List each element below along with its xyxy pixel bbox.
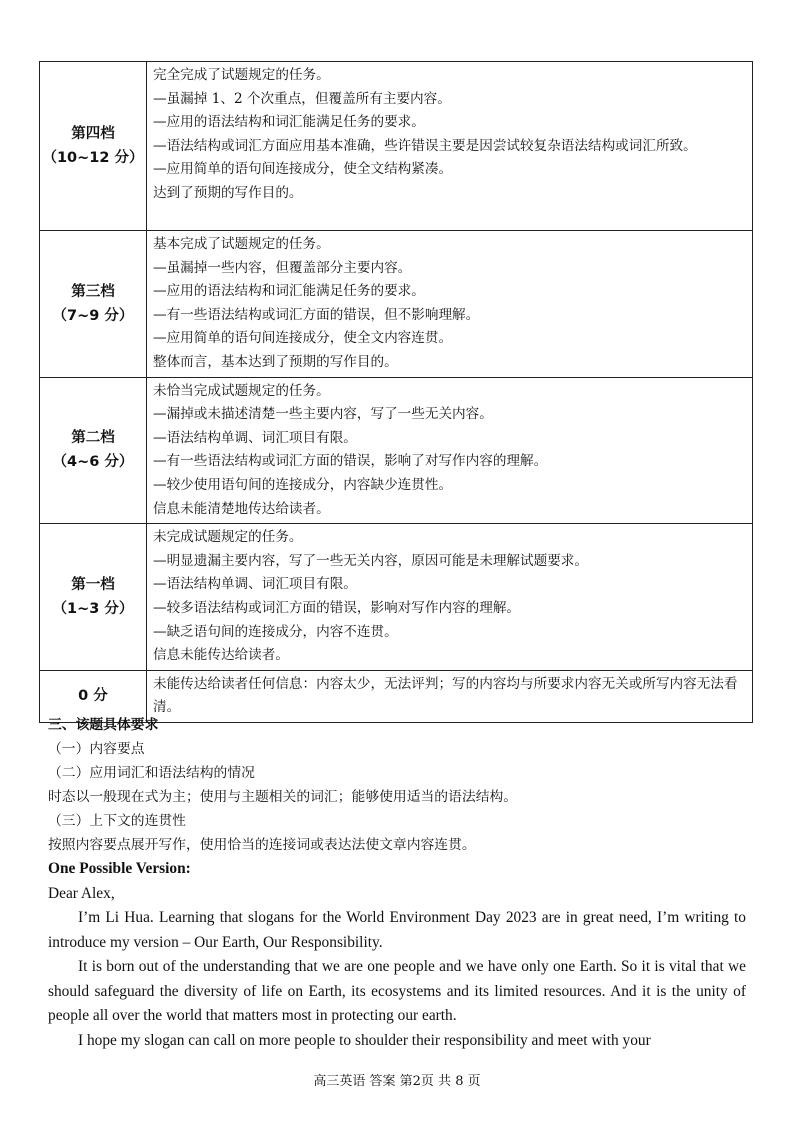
band-description	[147, 62, 753, 231]
criterion-line: —明显遗漏主要内容，写了一些无关内容，原因可能是未理解试题要求。	[153, 552, 588, 569]
criterion-line: —有一些语法结构或词汇方面的错误，影响了对写作内容的理解。	[153, 453, 548, 470]
band-label	[40, 231, 147, 378]
criterion-line: —应用简单的语句间连接成分，使全文内容连贯。	[153, 330, 453, 347]
criterion-line: —应用简单的语句间连接成分，使全文结构紧凑。	[153, 161, 453, 178]
band-score: （10~12 分）	[42, 150, 144, 166]
criterion-line: 未恰当完成试题规定的任务。	[153, 382, 330, 399]
band-name: 第四档	[71, 126, 115, 142]
criterion-line: —应用的语法结构和词汇能满足任务的要求。	[153, 114, 425, 131]
criterion-line: —语法结构单调、词汇项目有限。	[153, 576, 357, 593]
criterion-line: —有一些语法结构或词汇方面的错误，但不影响理解。	[153, 306, 480, 323]
band-score: （1~3 分）	[52, 600, 134, 617]
criterion-line: 完全完成了试题规定的任务。	[153, 67, 330, 83]
requirement-item: （一）内容要点	[48, 741, 145, 757]
criterion-line: 信息未能清楚地传达给读者。	[153, 500, 330, 517]
rubric-row-band-4	[40, 62, 753, 231]
rubric-row-band-1	[40, 524, 753, 671]
requirement-item: 按照内容要点展开写作，使用恰当的连接词或表达法使文章内容连贯。	[48, 837, 476, 853]
criterion-line: —语法结构或词汇方面应用基本准确，些许错误主要是因尝试较复杂语法结构或词汇所致。	[153, 137, 697, 154]
requirement-item: （三）上下文的连贯性	[48, 813, 186, 829]
essay-paragraph: I’m Li Hua. Learning that slogans for the World Environment Day 2023 are in great need, I’m writing to introduce my version – Our Earth, Our Responsibility.	[48, 909, 746, 951]
band-description	[147, 231, 753, 378]
band-score: （7~9 分）	[52, 307, 134, 324]
criterion-line: —较少使用语句间的连接成分，内容缺少连贯性。	[153, 476, 453, 493]
band-description	[147, 524, 753, 671]
band-name: 第一档	[71, 576, 115, 593]
essay-paragraph: I hope my slogan can call on more people to shoulder their responsibility and meet with your	[78, 1031, 651, 1049]
criterion-line: —虽漏掉 1、2 个次重点，但覆盖所有主要内容。	[153, 90, 451, 107]
band-label	[40, 377, 147, 524]
criterion-line: 整体而言，基本达到了预期的写作目的。	[153, 353, 398, 370]
criterion-line: 基本完成了试题规定的任务。	[153, 236, 330, 252]
criterion-line: 达到了预期的写作目的。	[153, 184, 303, 201]
essay-heading: One Possible Version:	[48, 860, 191, 877]
band-label	[40, 524, 147, 671]
criterion-line: —缺乏语句间的连接成分，内容不连贯。	[153, 623, 398, 640]
band-label	[40, 62, 147, 231]
band-description	[147, 377, 753, 524]
requirement-item: （二）应用词汇和语法结构的情况	[48, 765, 255, 781]
sample-essay	[48, 857, 746, 1053]
rubric-row-band-3	[40, 231, 753, 378]
band-score: （4~6 分）	[52, 454, 134, 471]
requirement-item: 时态以一般现在式为主；使用与主题相关的词汇；能够使用适当的语法结构。	[48, 789, 518, 805]
band-name: 第二档	[71, 430, 115, 447]
essay-paragraph: It is born out of the understanding that we are one people and we have only one Earth. So it is vital that we should safeguard the diversity of life on Earth, its ecosystems and its limited resources. And it is the unity of people all over the world that matters most in protecting our earth.	[48, 958, 746, 1024]
page-footer: 高三英语 答案 第2页 共 8 页	[313, 1074, 481, 1089]
scoring-rubric-table	[39, 61, 753, 723]
criterion-line: —语法结构单调、词汇项目有限。	[153, 429, 357, 446]
rubric-row-band-2	[40, 377, 753, 524]
criterion-line: —虽漏掉一些内容，但覆盖部分主要内容。	[153, 259, 412, 276]
essay-greeting: Dear Alex,	[48, 884, 115, 902]
criterion-line: —应用的语法结构和词汇能满足任务的要求。	[153, 283, 425, 300]
band-name: 0 分	[78, 688, 108, 705]
band-name: 第三档	[71, 283, 115, 300]
criterion-line: 未能传达给读者任何信息：内容太少，无法评判；写的内容均与所要求内容无关或所写内容无法看清。	[153, 675, 738, 716]
specific-requirements	[48, 713, 748, 857]
criterion-line: 未完成试题规定的任务。	[153, 529, 303, 546]
criterion-line: —漏掉或未描述清楚一些主要内容，写了一些无关内容。	[153, 406, 493, 423]
criterion-line: 信息未能传达给读者。	[153, 647, 289, 664]
section-heading: 三、该题具体要求	[48, 717, 159, 733]
criterion-line: —较多语法结构或词汇方面的错误，影响对写作内容的理解。	[153, 599, 521, 616]
